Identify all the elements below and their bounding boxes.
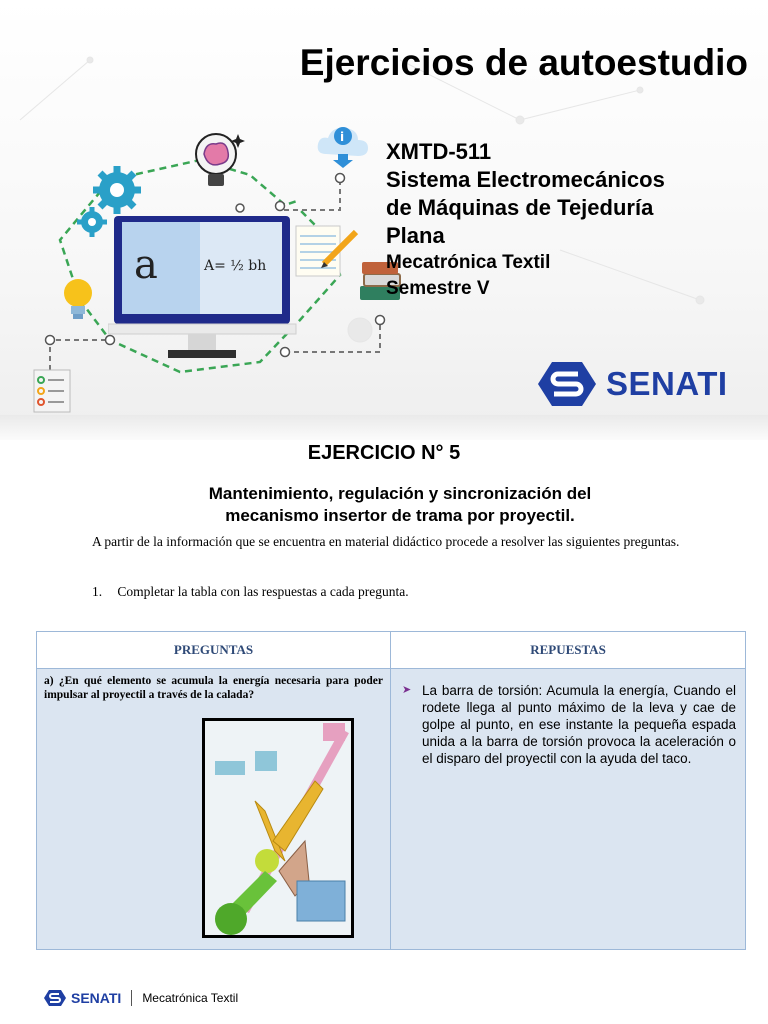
instruction-item: [92, 584, 409, 600]
lightbulb-icon: [58, 276, 98, 322]
answer-text: La barra de torsión: Acumula la energía, Cuando el rodete llega al punto máximo de la leva y cae de golpe al punto, en ese instante la pequeña espada unida a la barra de torsión provoca la aceleración o el disparo del proyectil con la ayuda del taco.: [422, 683, 736, 766]
instruction-number: 1.: [92, 584, 103, 599]
senati-logo-text: SENATI: [606, 365, 728, 402]
footer-divider: [131, 990, 132, 1006]
qa-table: [36, 631, 746, 950]
column-header-questions: PREGUNTAS: [37, 632, 391, 669]
footer-subtitle: Mecatrónica Textil: [142, 991, 239, 1005]
table-row: [37, 669, 746, 950]
exercise-subtitle-line1: Mantenimiento, regulación y sincronización del: [208, 484, 592, 503]
table-header-row: [37, 632, 746, 669]
course-name-line1: Sistema Electromecánicos: [386, 167, 665, 192]
svg-text:a: a: [134, 242, 158, 288]
course-program: Mecatrónica Textil: [386, 252, 551, 273]
senati-footer-logo-icon: [44, 989, 66, 1007]
page-footer: [44, 989, 238, 1007]
notepad-pencil-icon: [294, 222, 364, 280]
page-title: Ejercicios de autoestudio: [299, 42, 748, 83]
instruction-text: Completar la tabla con las respuestas a cada pregunta.: [117, 584, 409, 599]
exercise-subtitle-line2: mecanismo insertor de trama por proyectil.: [225, 506, 575, 525]
gear-icon: [72, 166, 152, 240]
column-header-answers: REPUESTAS: [391, 632, 746, 669]
answer-cell: [391, 669, 746, 950]
question-text: a) ¿En qué elemento se acumula la energía necesaria para poder impulsar al proyectil a través de la calada?: [44, 675, 383, 701]
info-cloud-icon: [316, 124, 370, 168]
course-name-line3: Plana: [386, 223, 445, 248]
course-code: XMTD-511: [386, 139, 492, 164]
svg-text:i: i: [340, 130, 345, 144]
mechanism-image: [202, 718, 354, 938]
senati-logo: [538, 360, 728, 408]
svg-text:A= ½ bh: A= ½ bh: [204, 258, 267, 274]
checklist-icon: [30, 366, 74, 414]
exercise-title: EJERCICIO N° 5: [307, 442, 461, 464]
banner-fade: [0, 415, 768, 440]
course-info: [386, 138, 756, 302]
exercise-subtitle: [120, 483, 680, 527]
course-name-line2: de Máquinas de Tejeduría: [386, 195, 654, 220]
intro-paragraph: A partir de la información que se encuentra en material didáctico procede a resolver las siguientes preguntas.: [92, 534, 680, 549]
torsion-bar-mechanism-illustration: [205, 721, 351, 935]
arrow-bullet-icon: ➤: [402, 684, 412, 696]
footer-brand: SENATI: [71, 990, 122, 1006]
course-semester: Semestre V: [386, 278, 490, 299]
brain-bulb-icon: [190, 130, 246, 190]
senati-logo-icon: [538, 360, 596, 408]
